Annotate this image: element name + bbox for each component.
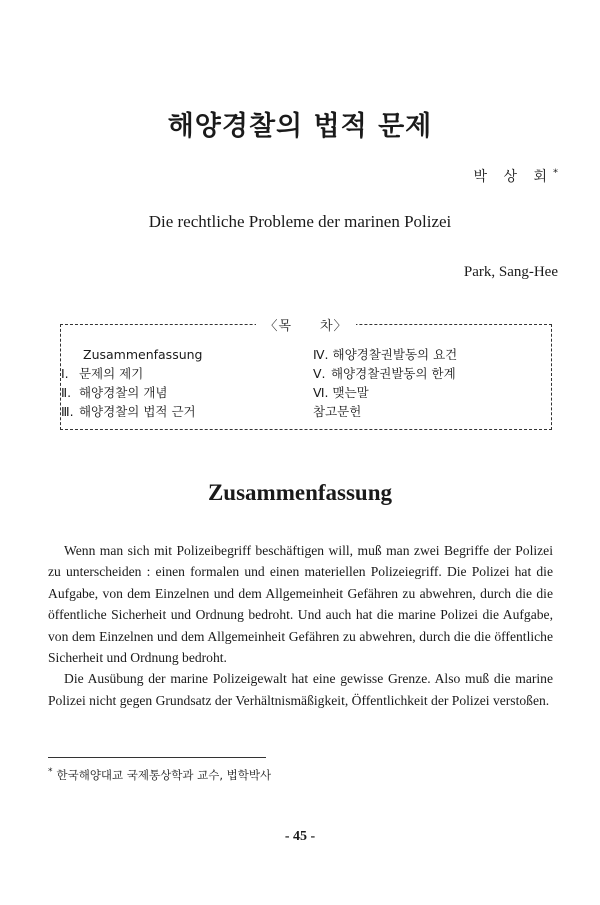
footnote	[48, 767, 271, 783]
toc-item-label: 참고문헌	[313, 404, 362, 419]
footnote-text: 한국해양대교 국제통상학과 교수, 법학박사	[56, 768, 272, 782]
toc-item	[61, 383, 203, 402]
abstract-paragraph: Wenn man sich mit Polizeibegriff beschäftigen will, muß man zwei Begriffe der Polizei zu unterscheiden : einen formalen und einen materiellen Polizeiegriff. Die Polizei hat die Aufgabe, von dem Einzelnen und dem Allgemeinheit Gefähren zu abwehren, durch die die öffentliche Sicherheit und Ordnung bedroht. Und auch hat die marine Polizei die Aufgabe, von dem Einzelnen und dem Allgemeinheit Gefähren zu abwehren, durch die die öffentliche Sicherheit und Ordnung bedroht.	[48, 543, 553, 666]
toc-item-label: 맺는말	[332, 385, 369, 400]
german-subtitle: Die rechtliche Probleme der marinen Polizei	[148, 212, 452, 231]
section-heading: Zusammenfassung	[207, 480, 393, 505]
toc-item-label: 해양경찰의 법적 근거	[78, 404, 196, 419]
toc-item-label: 해양경찰의 개념	[78, 385, 168, 400]
toc-heading-wrap	[61, 315, 551, 334]
page-number: - 45 -	[284, 829, 316, 844]
author-korean-text: 박 상 회	[473, 169, 553, 185]
toc-item-number: Ⅱ.	[61, 385, 72, 400]
toc-heading: 〈목 차〉	[256, 319, 355, 334]
toc-item	[313, 364, 457, 383]
toc-item-number: Ⅴ.	[313, 366, 326, 381]
toc-item-number: Ⅵ.	[313, 385, 329, 400]
toc-item	[61, 402, 203, 421]
paper-title: 해양경찰의 법적 문제	[167, 111, 433, 142]
footnote-marker: *	[48, 767, 53, 778]
toc-item-number: Ⅰ.	[61, 366, 69, 381]
toc-left-column	[61, 345, 203, 421]
author-footnote-marker: *	[553, 167, 558, 179]
toc-item-number: Ⅲ.	[61, 404, 74, 419]
toc-item-label: 해양경찰권발동의 요건	[332, 347, 458, 362]
toc-item-label: 문제의 제기	[78, 366, 144, 381]
abstract-paragraph: Die Ausübung der marine Polizeigewalt hat eine gewisse Grenze. Also muß die marine Polizei nicht gegen Grundsatz der Verhältnismäßigkeit, Öffentlichkeit der Polizei verstoßen.	[48, 671, 553, 708]
toc-item	[313, 345, 457, 364]
toc-right-column	[313, 345, 457, 421]
toc-item	[313, 383, 457, 402]
toc-item	[61, 364, 203, 383]
toc-item	[61, 345, 203, 364]
footnote-divider	[48, 757, 266, 758]
toc-item-label: 해양경찰권발동의 한계	[330, 366, 456, 381]
table-of-contents	[60, 319, 552, 430]
author-english-name: Park, Sang-Hee	[463, 264, 558, 280]
abstract-body	[48, 540, 553, 711]
toc-item-label: Zusammenfassung	[83, 347, 203, 362]
toc-item-number: Ⅳ.	[313, 347, 329, 362]
author-korean-name	[474, 166, 558, 186]
toc-item	[313, 402, 457, 421]
